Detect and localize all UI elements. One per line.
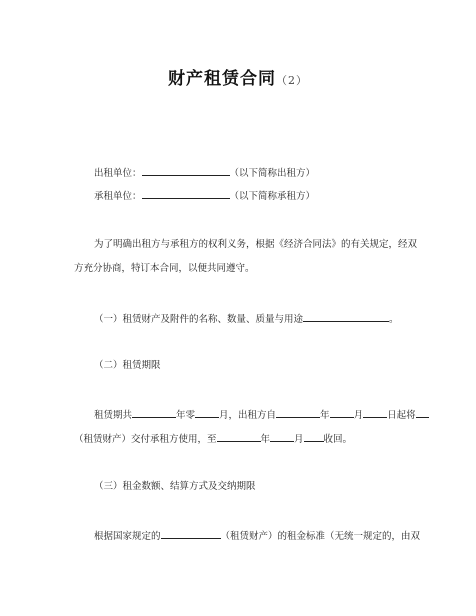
rent-standard-blank[interactable] [161, 529, 221, 539]
title-text: 财产租赁合同 [168, 69, 276, 89]
lessee-blank[interactable] [142, 189, 230, 199]
term-years-blank[interactable] [132, 408, 176, 418]
term-months-blank[interactable] [195, 408, 219, 418]
lessee-line [94, 189, 315, 203]
lessor-blank[interactable] [142, 166, 230, 176]
end-month-blank[interactable] [270, 432, 294, 442]
term-text-1: 租赁期共 [94, 410, 133, 421]
end-year-blank[interactable] [217, 432, 261, 442]
lessee-note: （以下简称承租方） [229, 191, 316, 202]
term-line-2 [74, 432, 352, 446]
term-text-10: 收回。 [323, 434, 353, 445]
start-month-blank[interactable] [330, 408, 354, 418]
intro-line-2: 方充分协商，特订本合同，以便共同遵守。 [74, 263, 255, 274]
term-text-9: 月 [294, 434, 304, 445]
intro-line-1: 为了明确出租方与承租方的权利义务，根据《经济合同法》的有关规定，经双 [94, 239, 418, 250]
title-suffix: （2） [276, 74, 308, 87]
section-1-blank[interactable] [303, 312, 389, 322]
term-text-2: 年零 [176, 410, 196, 421]
term-text-6: 日起将 [387, 410, 416, 421]
term-text-7: （租赁财产）交付承租方使用，至 [74, 434, 217, 445]
section-1-line [94, 312, 399, 326]
section-1-end: 。 [389, 314, 399, 325]
lessor-label: 出租单位： [94, 168, 142, 179]
term-text-4: 年 [320, 410, 330, 421]
term-text-3: 月，出租方自 [219, 410, 277, 421]
section-3-heading: （三）租金数额、结算方式及交纳期限 [94, 481, 256, 492]
lessor-line [94, 166, 315, 180]
rent-text-2: （租赁财产）的租金标准（无统一规定的，由双 [220, 531, 421, 542]
term-line-1 [94, 408, 429, 422]
section-1-text: （一）租赁财产及附件的名称、数量、质量与用途 [94, 314, 304, 325]
rent-text-1: 根据国家规定的 [94, 531, 161, 542]
start-year-blank[interactable] [276, 408, 320, 418]
page-title [0, 64, 476, 89]
start-day-blank[interactable] [363, 408, 387, 418]
term-text-5: 月 [353, 410, 364, 421]
term-text-8: 年 [260, 434, 271, 445]
term-item-blank[interactable] [416, 408, 429, 418]
lessee-label: 承租单位： [94, 191, 142, 202]
section-2-heading: （二）租赁期限 [94, 360, 161, 371]
end-day-blank[interactable] [304, 432, 324, 442]
lessor-note: （以下简称出租方） [229, 168, 316, 179]
rent-line [94, 529, 420, 543]
